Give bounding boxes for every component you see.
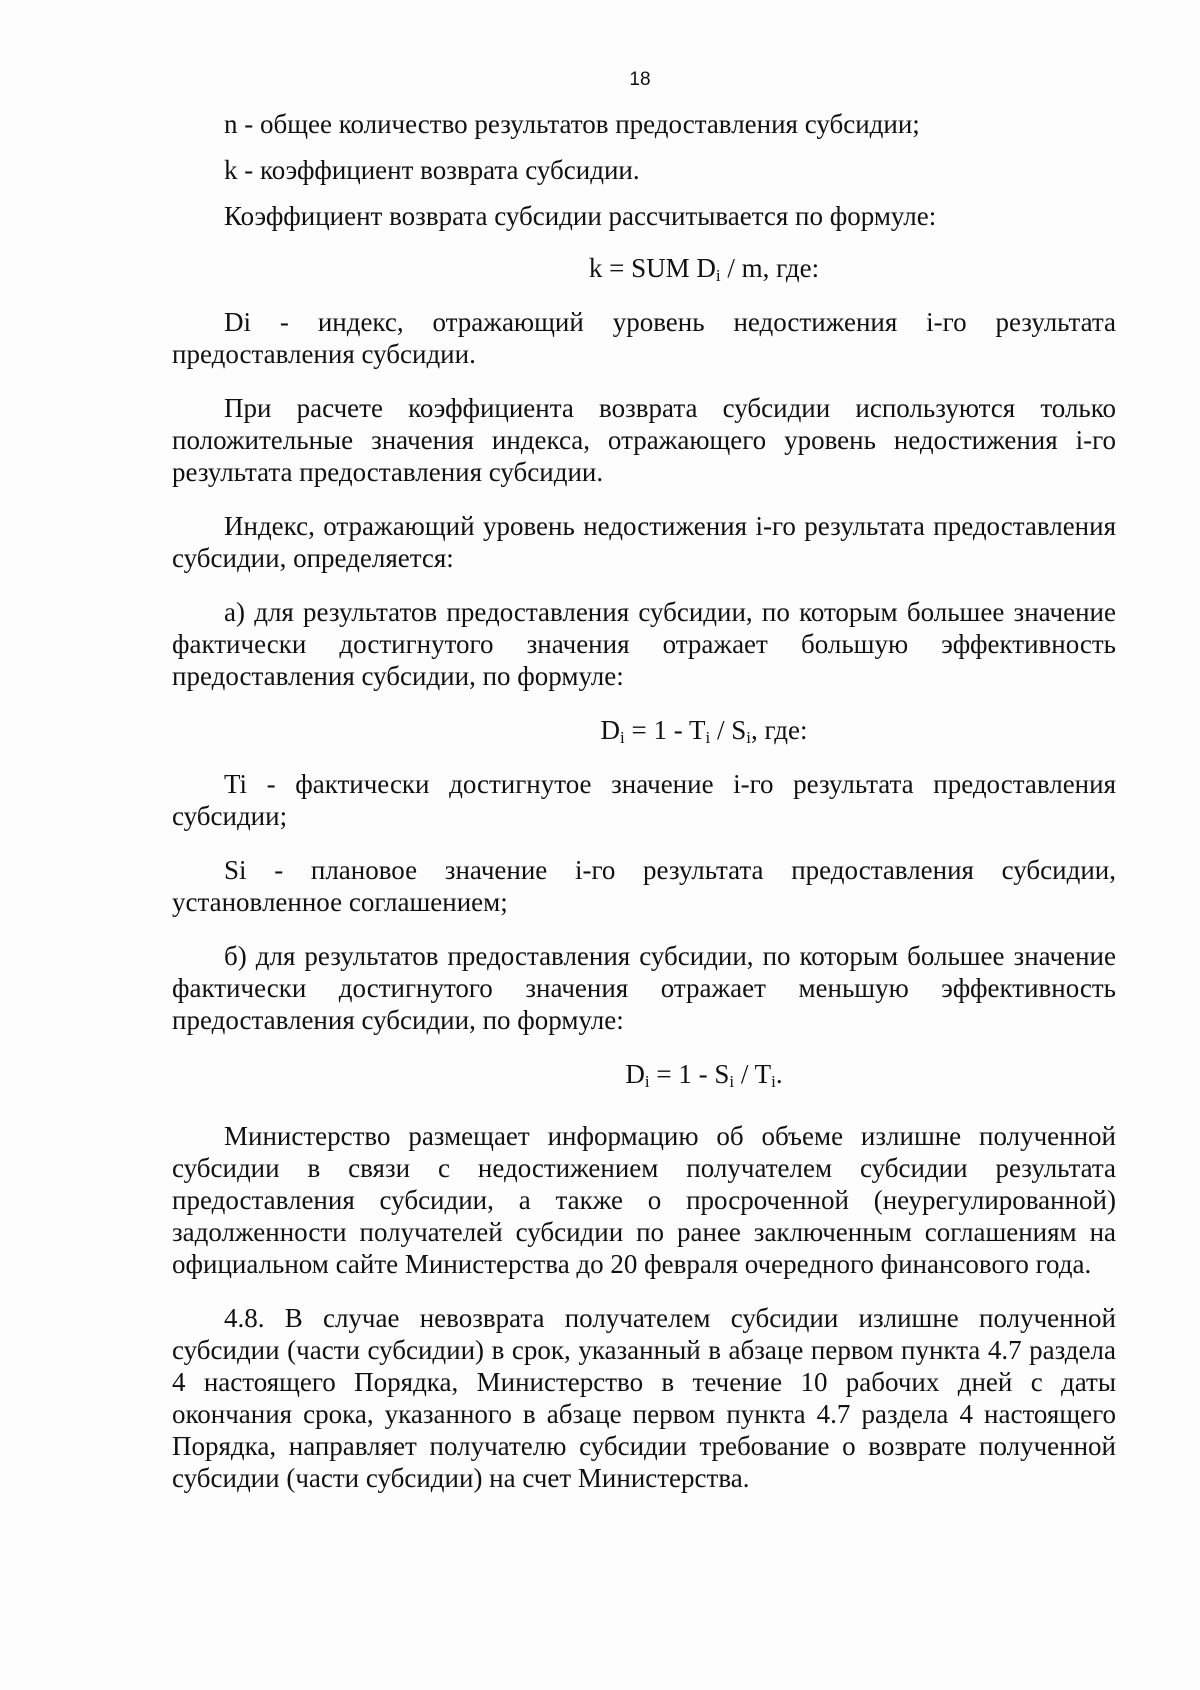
formula-subscript: i <box>620 728 625 747</box>
formula-di-a <box>172 714 1116 746</box>
paragraph-positive-values: При расчете коэффициента возврата субсидии используются только положительные значения индекса, отражающего уровень недостижения i-го результата предоставления субсидии. <box>172 393 1116 487</box>
formula-part: D <box>625 1059 645 1089</box>
paragraph-ministry-publishes: Министерство размещает информацию об объеме излишне полученной субсидии в связи с недостижением получателем субсидии результата предоставления субсидии, а также о просроченной (неурегулированной) задолженности получателей субсидии по ранее заключенным соглашениям на официальном сайте Министерства до 20 февраля очередного финансового года. <box>172 1121 1116 1279</box>
formula-part: = 1 - T <box>624 715 706 745</box>
formula-part: , где: <box>751 715 808 745</box>
paragraph-definition-k: k - коэффициент возврата субсидии. <box>224 155 640 185</box>
paragraph-definition-ti: Ti - фактически достигнутое значение i-го результата предоставления субсидии; <box>172 769 1116 831</box>
paragraph-definition-di: Di - индекс, отражающий уровень недостижения i-го результата предоставления субсидии. <box>172 307 1116 369</box>
formula-part: = 1 - S <box>649 1059 730 1089</box>
paragraph-clause-4-8: 4.8. В случае невозврата получателем субсидии излишне полученной субсидии (части субсидии) в срок, указанный в абзаце первом пункта 4.7 раздела 4 настоящего Порядка, Министерство в течение 10 рабочих дней с даты окончания срока, указанного в абзаце первом пункта 4.7 раздела 4 настоящего Порядка, направляет получателю субсидии требование о возврате полученной субсидии (части субсидии) на счет Министерства. <box>172 1303 1116 1493</box>
formula-subscript: i <box>746 728 751 747</box>
paragraph-definition-n: n - общее количество результатов предоставления субсидии; <box>224 109 920 139</box>
formula-part: . <box>775 1059 783 1089</box>
paragraph-case-b: б) для результатов предоставления субсидии, по которым большее значение фактически достигнутого значения отражает меньшую эффективность предоставления субсидии, по формуле: <box>172 941 1116 1035</box>
formula-k <box>172 252 1116 284</box>
formula-part: D <box>600 715 621 745</box>
formula-di-b <box>172 1058 1116 1090</box>
formula-subscript: i <box>705 728 711 747</box>
formula-part: / S <box>710 715 747 745</box>
formula-subscript: i <box>644 1072 650 1091</box>
formula-subscript: i <box>729 1072 735 1091</box>
paragraph-index-defined: Индекс, отражающий уровень недостижения i-го результата предоставления субсидии, определяется: <box>172 511 1116 573</box>
paragraph-definition-si: Si - плановое значение i-го результата предоставления субсидии, установленное соглашением; <box>172 855 1116 917</box>
paragraph-formula-intro: Коэффициент возврата субсидии рассчитывается по формуле: <box>224 201 937 231</box>
formula-k-part: / m, где: <box>720 253 820 283</box>
formula-part: / T <box>734 1059 772 1089</box>
formula-subscript: i <box>771 1072 776 1091</box>
paragraph-case-a: а) для результатов предоставления субсидии, по которым большее значение фактически достигнутого значения отражает большую эффективность предоставления субсидии, по формуле: <box>172 597 1116 691</box>
formula-k-part: k = SUM D <box>588 253 716 283</box>
formula-k-subscript: i <box>715 266 721 285</box>
page-number: 18 <box>629 69 651 90</box>
document-body <box>172 108 1116 1516</box>
